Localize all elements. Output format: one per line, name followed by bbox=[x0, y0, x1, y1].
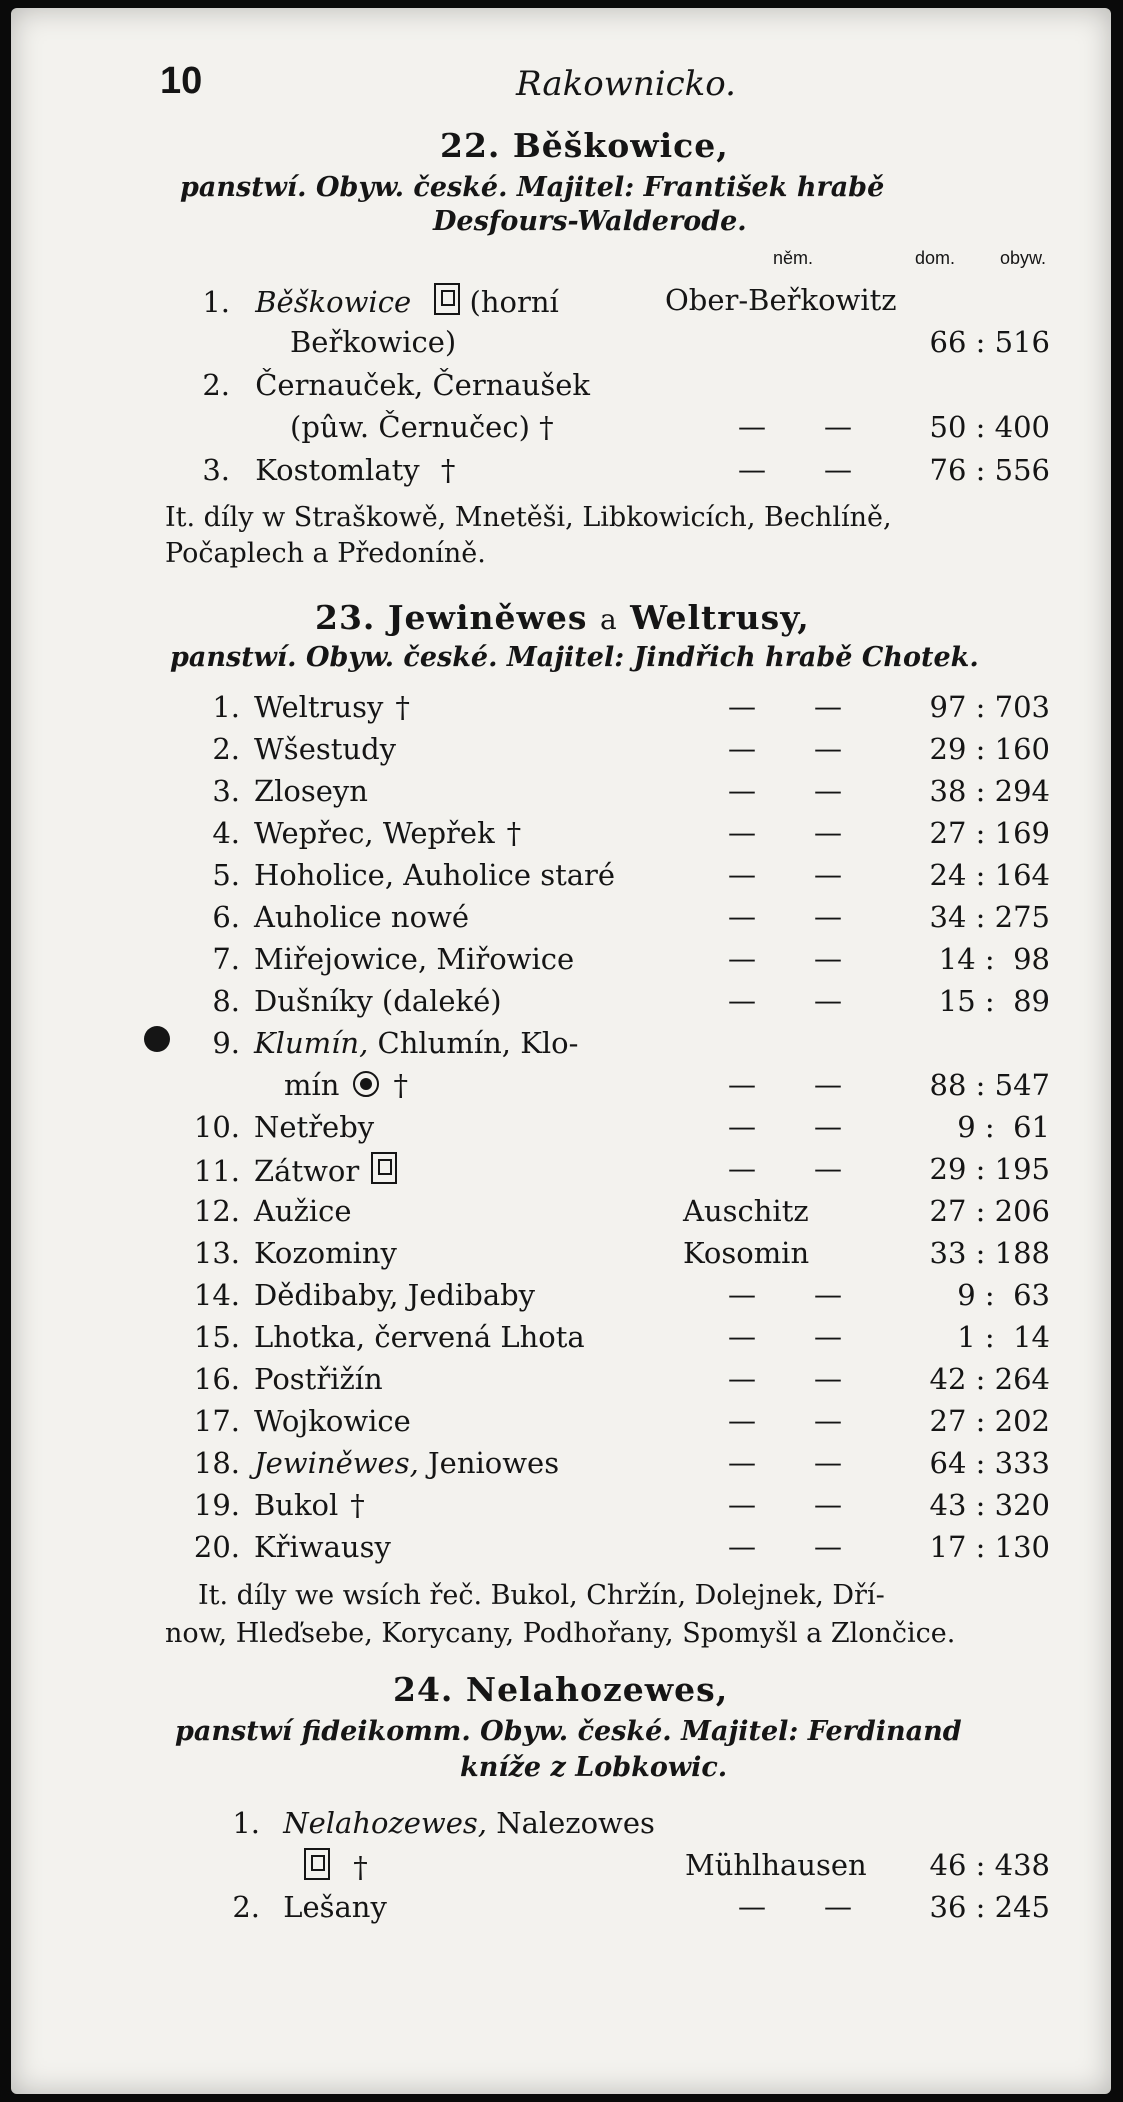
place-name: Chlumín, Klo- bbox=[377, 1026, 579, 1060]
row-values: 9 : 61 bbox=[948, 1110, 1050, 1144]
place-name: Klumín, bbox=[254, 1026, 369, 1060]
page-title: Rakownicko. bbox=[516, 64, 736, 104]
dash: — bbox=[814, 1110, 842, 1143]
place-name: Wšestudy bbox=[254, 732, 397, 766]
row-number: 7. bbox=[212, 942, 240, 976]
section-22-heading: 22. Běškowice, bbox=[440, 126, 729, 165]
row-values: 27 : 206 bbox=[929, 1194, 1050, 1228]
row-number: 12. bbox=[193, 1194, 240, 1228]
place-name: Lhotka, červená Lhota bbox=[254, 1320, 585, 1354]
dash: — bbox=[728, 1404, 756, 1437]
table-row bbox=[170, 858, 1050, 892]
dash: — bbox=[728, 1068, 756, 1101]
german-name: Auschitz bbox=[683, 1194, 809, 1228]
row-number: 1. bbox=[232, 1806, 260, 1840]
dash: — bbox=[728, 732, 756, 765]
page-number: 10 bbox=[160, 60, 203, 102]
place-name: Černauček, Černaušek bbox=[255, 368, 590, 402]
row-number: 6. bbox=[212, 900, 240, 934]
table-row bbox=[170, 1194, 1050, 1228]
table-row bbox=[170, 1236, 1050, 1270]
row-number: 3. bbox=[202, 453, 230, 487]
dash: — bbox=[814, 774, 842, 807]
dash: — bbox=[814, 1404, 842, 1437]
section-22-note-2: Počaplech a Předoníně. bbox=[165, 538, 486, 569]
row-number: 17. bbox=[193, 1404, 240, 1438]
place-name: Dědibaby, Jedibaby bbox=[254, 1278, 536, 1312]
dash: — bbox=[738, 453, 766, 486]
cross-icon: † bbox=[506, 816, 522, 850]
col-nem: něm. bbox=[773, 248, 814, 268]
table-row bbox=[170, 900, 1050, 934]
table-row bbox=[170, 1446, 1050, 1480]
place-name: Netřeby bbox=[254, 1110, 375, 1144]
table-row bbox=[170, 368, 1050, 402]
table-row bbox=[170, 942, 1050, 976]
row-values: 1 : 14 bbox=[948, 1320, 1050, 1354]
table-row bbox=[170, 1404, 1050, 1438]
dash: — bbox=[814, 1152, 842, 1185]
row-values: 50 : 400 bbox=[929, 410, 1050, 444]
table-row-cont bbox=[170, 325, 1050, 359]
row-number: 19. bbox=[193, 1488, 240, 1522]
row-values: 33 : 188 bbox=[929, 1236, 1050, 1270]
row-values: 29 : 160 bbox=[929, 732, 1050, 766]
dash: — bbox=[814, 1320, 842, 1353]
row-values: 27 : 169 bbox=[929, 816, 1050, 850]
dash: — bbox=[728, 1530, 756, 1563]
section-24-meta-1: panstwí fideikomm. Obyw. české. Majitel: Ferdinand bbox=[175, 1716, 962, 1747]
dash: — bbox=[728, 984, 756, 1017]
row-values: 46 : 438 bbox=[929, 1848, 1050, 1882]
table-row bbox=[170, 1278, 1050, 1312]
row-values: 36 : 245 bbox=[929, 1890, 1050, 1924]
dash: — bbox=[814, 732, 842, 765]
place-name: (pûw. Černučec) bbox=[290, 410, 530, 444]
cross-icon: † bbox=[350, 1488, 365, 1522]
table-row bbox=[170, 690, 1050, 724]
dash: — bbox=[814, 900, 842, 933]
row-values: 76 : 556 bbox=[929, 453, 1050, 487]
row-values: 97 : 703 bbox=[929, 690, 1050, 724]
place-name: Kostomlaty bbox=[255, 453, 420, 487]
row-number: 9. bbox=[212, 1026, 240, 1060]
castle-icon bbox=[434, 283, 460, 315]
place-name: Kozominy bbox=[254, 1236, 397, 1270]
table-row-cont bbox=[170, 1068, 1050, 1102]
row-number: 5. bbox=[212, 858, 240, 892]
table-row bbox=[170, 1320, 1050, 1354]
table-row bbox=[170, 453, 1050, 487]
table-row bbox=[170, 1110, 1050, 1144]
row-number: 2. bbox=[202, 368, 230, 402]
row-number: 4. bbox=[212, 816, 240, 850]
cross-icon: † bbox=[539, 410, 554, 444]
row-number: 3. bbox=[212, 774, 240, 808]
cross-icon: † bbox=[395, 690, 410, 724]
dash: — bbox=[814, 1362, 842, 1395]
row-number: 10. bbox=[193, 1110, 240, 1144]
dash: — bbox=[728, 942, 756, 975]
place-name: Aužice bbox=[254, 1194, 352, 1228]
german-name: Kosomin bbox=[683, 1236, 810, 1270]
dash: — bbox=[824, 410, 852, 443]
dash: — bbox=[814, 942, 842, 975]
row-number: 13. bbox=[193, 1236, 240, 1270]
dash: — bbox=[814, 816, 842, 849]
dash: — bbox=[728, 690, 756, 723]
section-23-heading: 23. Jewiněwes a Weltrusy, bbox=[315, 598, 810, 637]
place-name: Zloseyn bbox=[254, 774, 368, 808]
row-number: 1. bbox=[202, 285, 230, 319]
section-22-meta-2: Desfours-Walderode. bbox=[433, 206, 747, 237]
col-obyw: obyw. bbox=[1000, 248, 1047, 268]
dash: — bbox=[728, 1278, 756, 1311]
place-name: Jeniowes bbox=[428, 1446, 560, 1480]
row-values: 14 : 98 bbox=[938, 942, 1050, 976]
row-number: 15. bbox=[193, 1320, 240, 1354]
section-24-heading: 24. Nelahozewes, bbox=[393, 1670, 729, 1709]
section-23-note-1: It. díly we wsích řeč. Bukol, Chržín, Dolejnek, Dří- bbox=[198, 1580, 885, 1611]
table-row bbox=[170, 984, 1050, 1018]
row-number: 14. bbox=[193, 1278, 240, 1312]
castle-icon bbox=[371, 1152, 397, 1184]
row-values: 42 : 264 bbox=[929, 1362, 1050, 1396]
place-name-rest: (horní bbox=[469, 285, 559, 319]
row-number: 11. bbox=[193, 1154, 240, 1188]
dash: — bbox=[728, 1488, 756, 1521]
place-name: Nalezowes bbox=[496, 1806, 655, 1840]
dash: — bbox=[738, 1890, 766, 1923]
place-name: Hoholice, Auholice staré bbox=[254, 858, 616, 892]
row-number: 20. bbox=[193, 1530, 240, 1564]
dash: — bbox=[814, 858, 842, 891]
dash: — bbox=[728, 816, 756, 849]
dash: — bbox=[728, 1320, 756, 1353]
dash: — bbox=[728, 1446, 756, 1479]
dash: — bbox=[728, 1152, 756, 1185]
cross-icon: † bbox=[353, 1850, 368, 1884]
place-name: Wojkowice bbox=[254, 1404, 411, 1438]
row-values: 15 : 89 bbox=[938, 984, 1050, 1018]
dash: — bbox=[728, 1362, 756, 1395]
dash: — bbox=[814, 984, 842, 1017]
row-values: 43 : 320 bbox=[929, 1488, 1050, 1522]
dash: — bbox=[728, 900, 756, 933]
row-values: 24 : 164 bbox=[929, 858, 1050, 892]
row-values: 34 : 275 bbox=[929, 900, 1050, 934]
dash: — bbox=[728, 1110, 756, 1143]
row-values: 64 : 333 bbox=[929, 1446, 1050, 1480]
place-name: Jewiněwes, bbox=[254, 1446, 419, 1480]
dash: — bbox=[814, 1068, 842, 1101]
row-values: 29 : 195 bbox=[929, 1152, 1050, 1186]
dash: — bbox=[814, 1488, 842, 1521]
row-values: 9 : 63 bbox=[948, 1278, 1050, 1312]
dash: — bbox=[824, 1890, 852, 1923]
table-row bbox=[170, 1530, 1050, 1564]
place-name: Dušníky (daleké) bbox=[254, 984, 502, 1018]
german-name: Mühlhausen bbox=[685, 1848, 867, 1882]
cross-icon: † bbox=[393, 1068, 408, 1102]
dash: — bbox=[814, 1446, 842, 1479]
table-row bbox=[170, 1152, 1050, 1188]
mine-icon bbox=[353, 1071, 379, 1097]
row-number: 8. bbox=[212, 984, 240, 1018]
place-name: Nelahozewes, bbox=[283, 1806, 487, 1840]
row-number: 16. bbox=[193, 1362, 240, 1396]
section-23-meta: panstwí. Obyw. české. Majitel: Jindřich hrabě Chotek. bbox=[170, 642, 979, 673]
section-22-note-1: It. díly w Straškowě, Mnetěši, Libkowicích, Bechlíně, bbox=[165, 502, 892, 533]
row-number: 18. bbox=[193, 1446, 240, 1480]
cross-icon: † bbox=[440, 453, 456, 487]
row-values: 66 : 516 bbox=[929, 325, 1050, 359]
place-name: Křiwausy bbox=[254, 1530, 391, 1564]
table-row bbox=[170, 816, 1050, 850]
castle-icon bbox=[304, 1848, 330, 1880]
dash: — bbox=[824, 453, 852, 486]
place-name: Zátwor bbox=[254, 1154, 360, 1188]
table-row bbox=[170, 1806, 1050, 1840]
table-row-cont bbox=[170, 410, 1050, 444]
dash: — bbox=[814, 1278, 842, 1311]
place-name: Beřkowice) bbox=[290, 325, 457, 359]
place-name: mín bbox=[284, 1068, 340, 1102]
table-row bbox=[170, 283, 1050, 319]
section-22-meta-1: panstwí. Obyw. české. Majitel: František hrabě bbox=[180, 172, 885, 203]
place-name: Auholice nowé bbox=[254, 900, 470, 934]
row-values: 27 : 202 bbox=[929, 1404, 1050, 1438]
place-name: Bukol bbox=[254, 1488, 339, 1522]
row-values: 88 : 547 bbox=[929, 1068, 1050, 1102]
section-23-note-2: now, Hleďsebe, Korycany, Podhořany, Spomyšl a Zlončice. bbox=[165, 1618, 956, 1649]
place-name: Lešany bbox=[283, 1890, 387, 1924]
row-values: 38 : 294 bbox=[929, 774, 1050, 808]
table-row-cont bbox=[170, 1848, 1050, 1884]
table-row bbox=[170, 1890, 1050, 1924]
section-24-meta-2: kníže z Lobkowic. bbox=[460, 1752, 728, 1783]
table-row bbox=[170, 774, 1050, 808]
row-number: 2. bbox=[212, 732, 240, 766]
dash: — bbox=[814, 690, 842, 723]
table-row bbox=[170, 1488, 1050, 1522]
german-name: Ober-Beřkowitz bbox=[665, 283, 897, 317]
row-values: 17 : 130 bbox=[929, 1530, 1050, 1564]
bullet-dot-icon bbox=[144, 1026, 170, 1052]
row-number: 1. bbox=[212, 690, 240, 724]
place-name: Weltrusy bbox=[254, 690, 384, 724]
table-row bbox=[170, 1026, 1050, 1060]
place-name: Miřejowice, Miřowice bbox=[254, 942, 575, 976]
table-row bbox=[170, 1362, 1050, 1396]
table-row bbox=[170, 732, 1050, 766]
col-dom: dom. bbox=[915, 248, 956, 268]
dash: — bbox=[738, 410, 766, 443]
place-name: Běškowice bbox=[255, 285, 412, 319]
dash: — bbox=[728, 774, 756, 807]
place-name: Wepřec, Wepřek bbox=[254, 816, 495, 850]
dash: — bbox=[728, 858, 756, 891]
place-name: Postřižín bbox=[254, 1362, 383, 1396]
dash: — bbox=[814, 1530, 842, 1563]
row-number: 2. bbox=[232, 1890, 260, 1924]
